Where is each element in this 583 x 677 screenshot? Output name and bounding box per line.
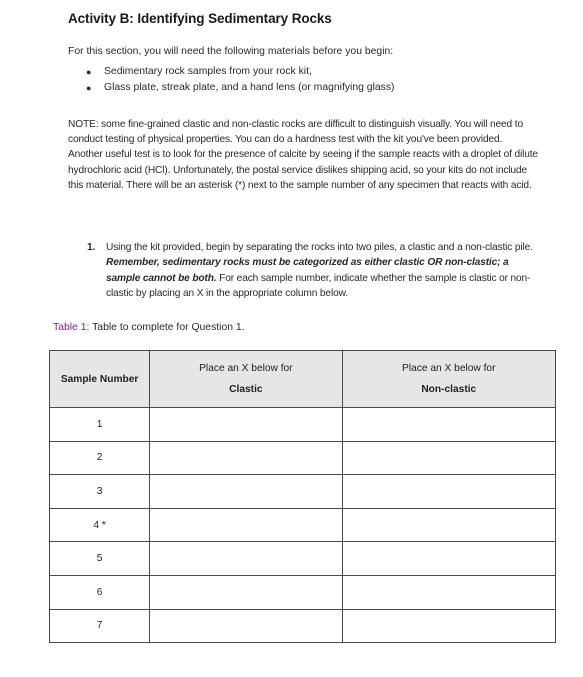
nonclastic-cell[interactable]: [342, 508, 555, 542]
header-nonclastic-instruction: Place an X below for: [402, 363, 496, 374]
table-row: [50, 475, 556, 509]
question-text: [106, 240, 542, 302]
sample-number-cell: 1: [50, 408, 150, 442]
nonclastic-cell[interactable]: [342, 441, 555, 475]
table-row: [50, 441, 556, 475]
activity-title: Activity B: Identifying Sedimentary Rocks: [68, 11, 332, 26]
sample-number-cell: 5: [50, 542, 150, 576]
header-clastic-label: Clastic: [229, 384, 263, 395]
header-clastic-instruction: Place an X below for: [199, 363, 293, 374]
question-number: 1.: [87, 242, 96, 253]
table-row: [50, 542, 556, 576]
table-header-row: [50, 351, 556, 408]
question-text-after: For each sample number, indicate whether the sample is clastic or non-clastic by placing an X in the appropriate column below.: [106, 272, 531, 300]
bullet-icon: ●: [86, 67, 92, 77]
table-caption: [53, 322, 245, 333]
sample-number-cell: 3: [50, 475, 150, 509]
nonclastic-cell[interactable]: [342, 609, 555, 643]
materials-list-item: [86, 64, 395, 80]
clastic-cell[interactable]: [150, 609, 342, 643]
sample-number-cell: 2: [50, 441, 150, 475]
table-caption-label: Table 1:: [53, 322, 90, 333]
clastic-cell[interactable]: [150, 408, 342, 442]
header-nonclastic: [342, 351, 555, 408]
table-row: [50, 575, 556, 609]
bullet-icon: ●: [86, 83, 92, 93]
materials-item-text: Glass plate, streak plate, and a hand lens (or magnifying glass): [104, 82, 395, 93]
sample-classification-table: [49, 350, 556, 643]
table-row: [50, 508, 556, 542]
table-row: [50, 408, 556, 442]
header-clastic: [150, 351, 342, 408]
table-caption-text: Table to complete for Question 1.: [89, 322, 245, 333]
clastic-cell[interactable]: [150, 441, 342, 475]
header-sample-number: Sample Number: [50, 351, 150, 408]
nonclastic-cell[interactable]: [342, 542, 555, 576]
materials-item-text: Sedimentary rock samples from your rock kit,: [104, 66, 312, 77]
materials-list: [86, 64, 395, 96]
sample-number-cell: 6: [50, 575, 150, 609]
nonclastic-cell[interactable]: [342, 408, 555, 442]
question-1: [87, 240, 542, 302]
nonclastic-cell[interactable]: [342, 575, 555, 609]
sample-number-cell: 7: [50, 609, 150, 643]
nonclastic-cell[interactable]: [342, 475, 555, 509]
question-text-before: Using the kit provided, begin by separating the rocks into two piles, a clastic and a non-clastic pile.: [106, 242, 533, 253]
note-paragraph: NOTE: some fine-grained clastic and non-clastic rocks are difficult to distinguish visually. You will need to conduct testing of physical properties. You can do a hardness test with the kit you've been provided. Another useful test is to look for the presence of calcite by seeing if the sample reacts with a droplet of dilute hydrochloric acid (HCl). Unfortunately, the postal service dislikes shipping acid, so your kits do not include this material. There will be an asterisk (*) next to the sample number of any specimen that reacts with acid.: [68, 119, 538, 191]
clastic-cell[interactable]: [150, 542, 342, 576]
question-emphasis: Remember, sedimentary rocks must be categorized as either clastic OR non-clastic; a sample cannot be both.: [106, 257, 509, 284]
clastic-cell[interactable]: [150, 475, 342, 509]
clastic-cell[interactable]: [150, 508, 342, 542]
table-row: [50, 609, 556, 643]
materials-intro: For this section, you will need the following materials before you begin:: [68, 46, 394, 57]
materials-list-item: [86, 80, 395, 96]
header-nonclastic-label: Non-clastic: [421, 384, 477, 395]
sample-number-cell: 4 *: [50, 508, 150, 542]
clastic-cell[interactable]: [150, 575, 342, 609]
